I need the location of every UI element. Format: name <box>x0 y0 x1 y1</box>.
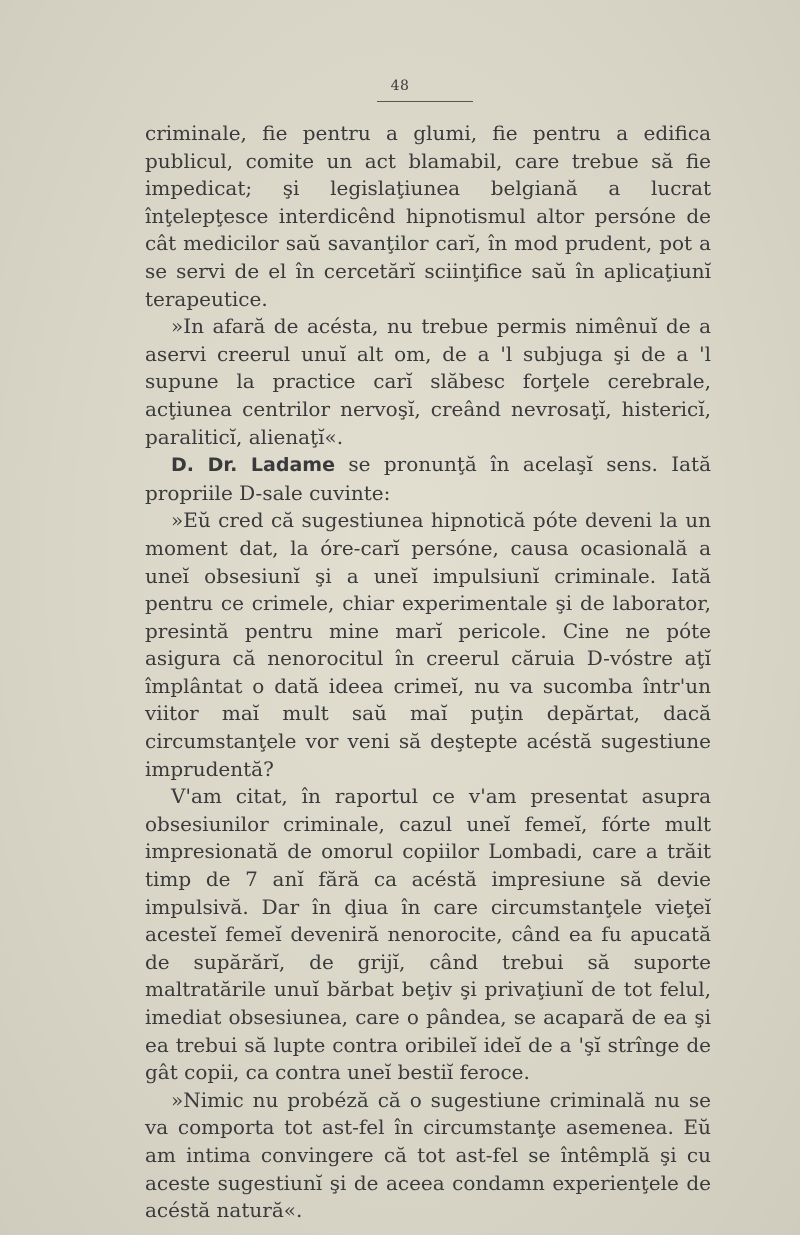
paragraph-3 <box>145 451 711 507</box>
paragraph-5: V'am citat, în raportul ce v'am presentat asupra obsesiunilor criminale, cazul uneĭ femeĭ, fórte mult impresionată de omorul copiilor Lombadi, care a trăit timp de 7 anĭ fără ca acéstă impresiune să devie impulsivă. Dar în ḑiua în care circumstanţele vieţeĭ acesteĭ femeĭ devenіră nenorocite, când ea fu apucată de supărărĭ, de grijĭ, când trebui să suporte maltratările unuĭ bărbat beţiv şi privaţiunĭ de tot felul, imediat obsesiunea, care o pândea, se acapară de ea şi ea trebui să lupte contra oribileĭ ideĭ de a 'şĭ strînge de gât copii, ca contra uneĭ bestiĭ feroce. <box>145 784 711 1085</box>
author-name: D. Dr. Ladame <box>171 454 335 477</box>
paragraph-1: criminale, fie pentru a glumi, fie pentru a edifica publicul, comite un act blamabil, care trebue să fie impedicat; şi legislaţiunea belgiană a lucrat înţelepţesce interdicênd hipnotismul altor persóne de cât medicilor saŭ savanţilor carĭ, în mod prudent, pot a se servi de el în cercetărĭ sciinţifice saŭ în aplicaţiunĭ terapeutice. <box>145 121 711 311</box>
paragraph-4: »Eŭ cred că sugestiunea hipnotică póte deveni la un moment dat, la óre-carĭ persóne, causa ocasională a uneĭ obsesiunĭ şi a uneĭ impulsiunĭ criminale. Iată pentru ce crimele, chiar experimentale şi de laborator, presintă pentru mine marĭ pericole. Cine ne póte asigura că nenorocitul în creerul căruia D-vóstre aţĭ împlântat o dată ideea crimeĭ, nu va sucomba într'un viitor maĭ mult saŭ maĭ puţin depărtat, dacă circumstanţele vor veni să deştepte acéstă sugestiune imprudentă? <box>145 508 711 781</box>
paragraph-2: »In afară de acésta, nu trebue permis nimênuĭ de a aservi creerul unuĭ alt om, de a 'l subjuga şi de a 'l supune la practice carĭ slăbesc forţele cerebrale, acţiunea centrilor nervoşĭ, creând nevrosaţĭ, histericĭ, paraliticĭ, alienaţĭ«. <box>145 314 711 449</box>
page-number: 48 <box>390 78 410 94</box>
paragraph-3-text: se pronunţă în acelaşĭ sens. Iată propriile D-sale cuvinte: <box>145 452 712 505</box>
paragraph-6: »Nimic nu probéză că o sugestiune criminală nu se va comporta tot ast-fel în circumstanţe asemenea. Eŭ am intima convingere că tot ast-fel se întêmplă şi cu aceste sugestiunĭ şi de aceea condamn experienţele de acéstă natură«. <box>145 1087 711 1223</box>
header-rule <box>377 101 473 102</box>
body-text <box>145 120 711 1225</box>
